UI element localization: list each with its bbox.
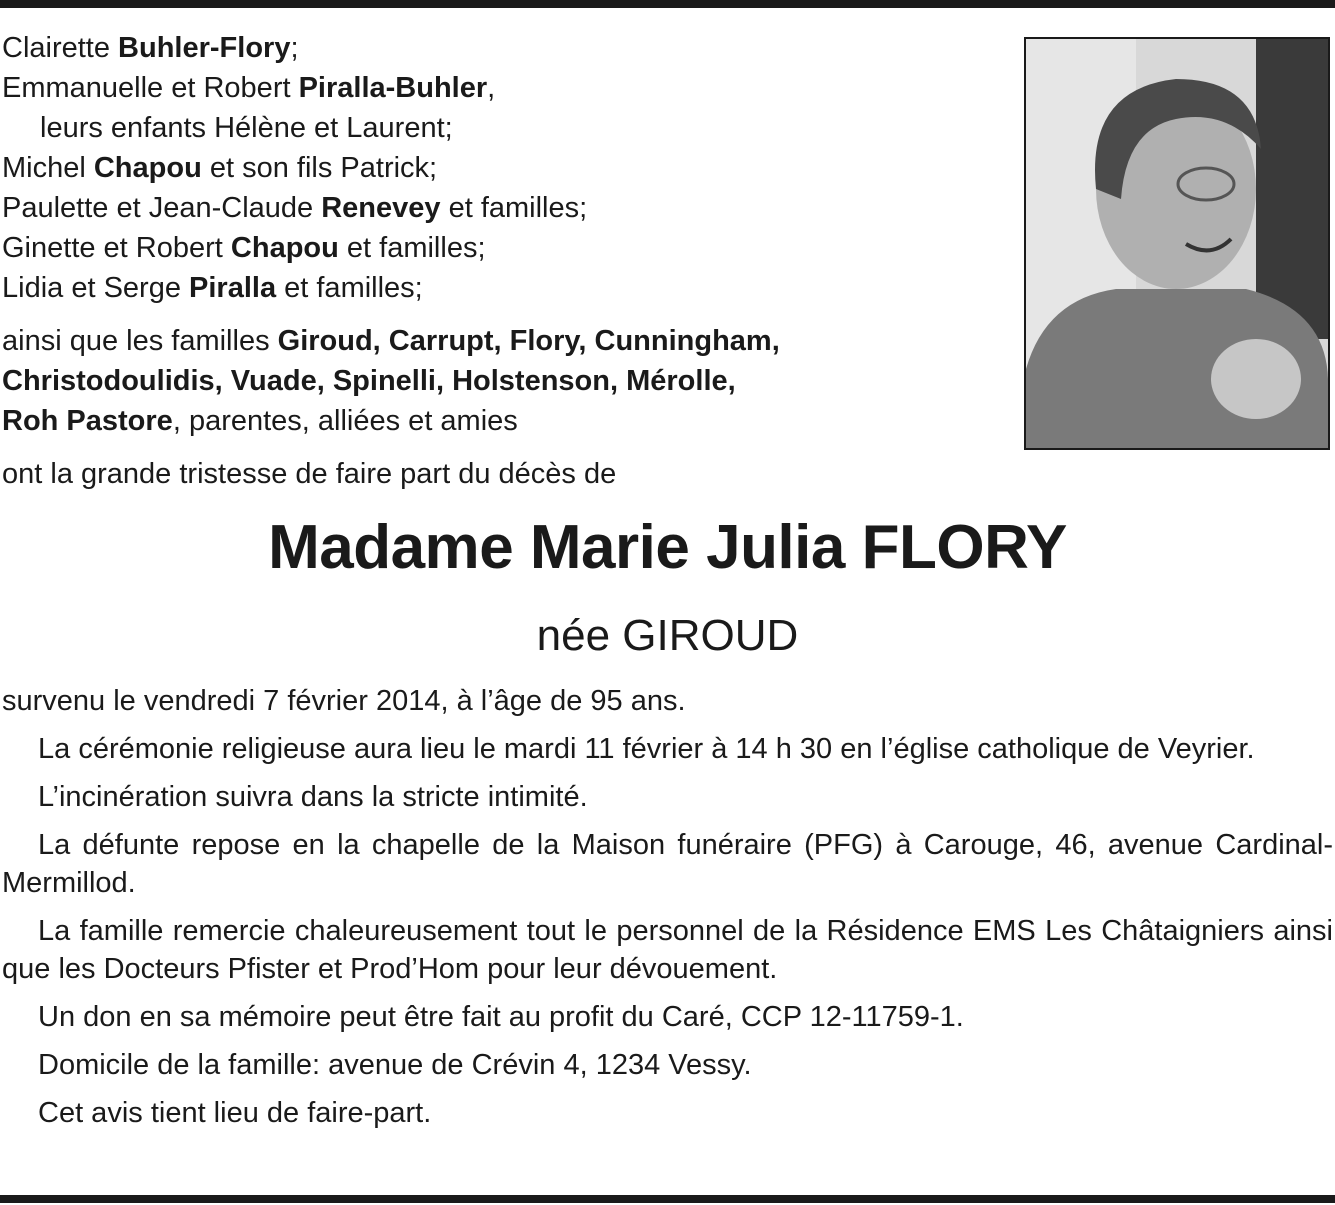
- also-families-line: [2, 401, 1012, 441]
- deceased-name: Madame Marie Julia FLORY: [268, 513, 1067, 582]
- announcement: ont la grande tristesse de faire part du décès de: [2, 458, 617, 490]
- top-rule: [0, 0, 1335, 8]
- bottom-rule: [0, 1195, 1335, 1203]
- cremation-info: L’incinération suivra dans la stricte intimité.: [38, 781, 588, 813]
- surname: Chapou: [230, 232, 339, 264]
- family-line: [2, 28, 1012, 68]
- surname: Piralla-Buhler: [298, 72, 488, 104]
- portrait-image: [1026, 39, 1328, 448]
- text: Clairette: [2, 32, 119, 64]
- family-line: [2, 228, 1012, 268]
- surnames: Giroud, Carrupt, Flory, Cunningham,: [277, 325, 780, 357]
- family-address: Domicile de la famille: avenue de Crévin 4, 1234 Vessy.: [38, 1049, 752, 1081]
- text: et familles;: [440, 192, 588, 224]
- maiden-name: née GIROUD: [536, 611, 799, 660]
- text: ;: [290, 32, 299, 64]
- portrait-photo: [1024, 37, 1330, 450]
- surname: Renevey: [321, 192, 441, 224]
- text: Ginette et Robert: [2, 232, 231, 264]
- text: , parentes, alliées et amies: [172, 405, 518, 437]
- surname: Buhler-Flory: [118, 32, 291, 64]
- thanks: La famille remercie chaleureusement tout le personnel de la Résidence EMS Les Châtaigniers ainsi que les Docteurs Pfister et Prod’Hom pour leur dévouement.: [2, 915, 1333, 985]
- text: et son fils Patrick;: [201, 152, 438, 184]
- surname: Piralla: [189, 272, 277, 304]
- text: Michel: [2, 152, 94, 184]
- also-families-line: [2, 361, 1012, 401]
- also-families-line: [2, 321, 1012, 361]
- text: Lidia et Serge: [2, 272, 190, 304]
- text: et familles;: [276, 272, 423, 304]
- ceremony-info: La cérémonie religieuse aura lieu le mardi 11 février à 14 h 30 en l’église catholique de Veyrier.: [38, 733, 1255, 765]
- family-line: [2, 188, 1012, 228]
- family-line: [2, 68, 1012, 108]
- family-line: [2, 148, 1012, 188]
- closing-note: Cet avis tient lieu de faire-part.: [38, 1097, 432, 1129]
- family-line: [2, 268, 1012, 308]
- death-date: survenu le vendredi 7 février 2014, à l’âge de 95 ans.: [2, 685, 686, 717]
- text: ainsi que les familles: [2, 325, 278, 357]
- surnames: Christodoulidis, Vuade, Spinelli, Holstenson, Mérolle,: [2, 365, 736, 397]
- repose-info: La défunte repose en la chapelle de la Maison funéraire (PFG) à Carouge, 46, avenue Cardinal-Mermillod.: [2, 829, 1333, 899]
- text: Emmanuelle et Robert: [2, 72, 299, 104]
- text: et familles;: [338, 232, 486, 264]
- donation-info: Un don en sa mémoire peut être fait au profit du Caré, CCP 12-11759-1.: [38, 1001, 964, 1033]
- text: Paulette et Jean-Claude: [2, 192, 322, 224]
- notice-body: [2, 682, 1333, 1132]
- family-line: leurs enfants Hélène et Laurent;: [40, 112, 453, 144]
- surnames: Roh Pastore: [2, 405, 173, 437]
- family-list: [2, 28, 1012, 494]
- text: ,: [487, 72, 496, 104]
- surname: Chapou: [93, 152, 202, 184]
